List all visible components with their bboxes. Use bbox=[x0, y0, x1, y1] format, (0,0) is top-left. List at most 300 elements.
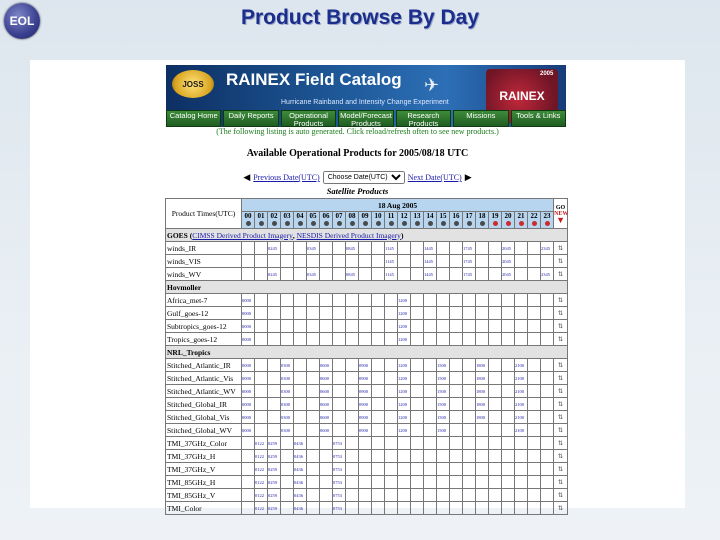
product-time-link[interactable]: 0259 bbox=[268, 437, 281, 450]
empty-cell bbox=[346, 320, 359, 333]
empty-cell bbox=[320, 476, 333, 489]
product-time-link[interactable]: 0600 bbox=[320, 359, 333, 372]
empty-cell bbox=[424, 320, 437, 333]
empty-cell bbox=[515, 242, 528, 255]
product-time-link[interactable]: 0000 bbox=[242, 372, 255, 385]
product-time-link[interactable]: 1445 bbox=[424, 255, 437, 268]
empty-cell bbox=[255, 385, 268, 398]
empty-cell bbox=[502, 333, 515, 346]
empty-cell bbox=[424, 333, 437, 346]
empty-cell bbox=[515, 333, 528, 346]
product-time-link[interactable]: 0122 bbox=[255, 463, 268, 476]
table-row bbox=[166, 411, 568, 424]
empty-cell bbox=[307, 372, 320, 385]
table-row bbox=[166, 320, 568, 333]
empty-cell bbox=[541, 294, 554, 307]
empty-cell bbox=[502, 411, 515, 424]
row-action-icon[interactable]: ⇅ bbox=[554, 372, 568, 385]
nav-tab-2[interactable]: Operational Products bbox=[281, 110, 336, 127]
product-time-link[interactable]: 0900 bbox=[359, 359, 372, 372]
empty-cell bbox=[281, 476, 294, 489]
next-date-link[interactable]: Next Date(UTC) bbox=[407, 173, 462, 182]
product-time-link[interactable]: 0600 bbox=[320, 424, 333, 437]
empty-cell bbox=[463, 489, 476, 502]
product-time-link[interactable]: 0436 bbox=[294, 437, 307, 450]
hour-header[interactable] bbox=[372, 212, 385, 229]
product-time-link[interactable]: 2100 bbox=[515, 359, 528, 372]
empty-cell bbox=[411, 333, 424, 346]
product-time-link[interactable]: 0122 bbox=[255, 437, 268, 450]
empty-cell bbox=[437, 268, 450, 281]
empty-cell bbox=[294, 359, 307, 372]
product-time-link[interactable]: 1500 bbox=[437, 398, 450, 411]
row-action-icon[interactable]: ⇅ bbox=[554, 424, 568, 437]
product-time-link[interactable]: 0259 bbox=[268, 489, 281, 502]
product-time-link[interactable]: 1800 bbox=[476, 359, 489, 372]
empty-cell bbox=[515, 307, 528, 320]
empty-cell bbox=[294, 398, 307, 411]
product-time-link[interactable]: 1200 bbox=[398, 411, 411, 424]
product-time-link[interactable]: 1200 bbox=[398, 385, 411, 398]
empty-cell bbox=[268, 307, 281, 320]
product-time-link[interactable]: 0600 bbox=[320, 411, 333, 424]
empty-cell bbox=[307, 424, 320, 437]
empty-cell bbox=[242, 437, 255, 450]
product-time-link[interactable]: 2100 bbox=[515, 372, 528, 385]
date-navigation bbox=[30, 171, 685, 184]
empty-cell bbox=[385, 385, 398, 398]
hour-header[interactable] bbox=[463, 212, 476, 229]
product-time-link[interactable]: 0259 bbox=[268, 502, 281, 515]
empty-cell bbox=[307, 333, 320, 346]
product-time-link[interactable]: 2100 bbox=[515, 411, 528, 424]
product-time-link[interactable]: 1200 bbox=[398, 307, 411, 320]
next-arrow-icon[interactable]: ▶ bbox=[464, 172, 472, 182]
product-time-link[interactable]: 0300 bbox=[281, 411, 294, 424]
row-action-icon[interactable]: ⇅ bbox=[554, 320, 568, 333]
product-time-link[interactable]: 0845 bbox=[346, 242, 359, 255]
empty-cell bbox=[385, 437, 398, 450]
product-time-link[interactable]: 1200 bbox=[398, 372, 411, 385]
empty-cell bbox=[242, 463, 255, 476]
hour-header[interactable] bbox=[398, 212, 411, 229]
product-time-link[interactable]: 1745 bbox=[463, 242, 476, 255]
status-dot-icon bbox=[350, 221, 355, 226]
table-row bbox=[166, 359, 568, 372]
product-time-link[interactable]: 1745 bbox=[463, 255, 476, 268]
product-time-link[interactable]: 1145 bbox=[385, 255, 398, 268]
hour-header[interactable] bbox=[476, 212, 489, 229]
empty-cell bbox=[268, 411, 281, 424]
product-time-link[interactable]: 1200 bbox=[398, 398, 411, 411]
hour-label: 15 bbox=[439, 212, 447, 220]
product-time-link[interactable]: 0300 bbox=[281, 385, 294, 398]
product-time-link[interactable]: 1500 bbox=[437, 424, 450, 437]
product-time-link[interactable]: 0259 bbox=[268, 450, 281, 463]
product-time-link[interactable]: 2345 bbox=[541, 268, 554, 281]
product-time-link[interactable]: 2100 bbox=[515, 398, 528, 411]
product-time-link[interactable]: 1500 bbox=[437, 372, 450, 385]
empty-cell bbox=[281, 307, 294, 320]
hour-header[interactable] bbox=[242, 212, 255, 229]
product-time-link[interactable]: 0000 bbox=[242, 359, 255, 372]
product-time-link[interactable]: 0000 bbox=[242, 411, 255, 424]
row-action-icon[interactable]: ⇅ bbox=[554, 463, 568, 476]
empty-cell bbox=[320, 463, 333, 476]
empty-cell bbox=[515, 489, 528, 502]
empty-cell bbox=[541, 489, 554, 502]
empty-cell bbox=[320, 242, 333, 255]
empty-cell bbox=[437, 502, 450, 515]
group-name: Hovmoller bbox=[167, 282, 202, 292]
product-time-link[interactable]: 0600 bbox=[320, 398, 333, 411]
empty-cell bbox=[476, 450, 489, 463]
hour-label: 20 bbox=[504, 212, 512, 220]
empty-cell bbox=[515, 255, 528, 268]
product-time-link[interactable]: 0600 bbox=[320, 385, 333, 398]
row-action-icon[interactable]: ⇅ bbox=[554, 268, 568, 281]
empty-cell bbox=[502, 385, 515, 398]
empty-cell bbox=[450, 242, 463, 255]
product-time-link[interactable]: 1145 bbox=[385, 268, 398, 281]
empty-cell bbox=[411, 372, 424, 385]
hour-header[interactable] bbox=[528, 212, 541, 229]
product-time-link[interactable]: 1745 bbox=[463, 268, 476, 281]
product-time-link[interactable]: 1800 bbox=[476, 385, 489, 398]
empty-cell bbox=[385, 320, 398, 333]
empty-cell bbox=[528, 385, 541, 398]
empty-cell bbox=[450, 476, 463, 489]
product-time-link[interactable]: 0345 bbox=[307, 242, 320, 255]
product-time-link[interactable]: 0753 bbox=[333, 476, 346, 489]
product-time-link[interactable]: 1200 bbox=[398, 320, 411, 333]
empty-cell bbox=[541, 424, 554, 437]
product-time-link[interactable]: 1200 bbox=[398, 359, 411, 372]
empty-cell bbox=[463, 424, 476, 437]
hour-label: 13 bbox=[413, 212, 421, 220]
product-time-link[interactable]: 0753 bbox=[333, 502, 346, 515]
row-action-icon[interactable]: ⇅ bbox=[554, 333, 568, 346]
group-link[interactable]: CIMSS Derived Product Imagery bbox=[192, 230, 293, 240]
group-label bbox=[166, 346, 568, 359]
product-name: Gulf_goes-12 bbox=[166, 307, 242, 320]
product-time-link[interactable]: 1145 bbox=[385, 242, 398, 255]
empty-cell bbox=[450, 385, 463, 398]
nav-tab-6[interactable]: Tools & Links bbox=[511, 110, 566, 127]
nav-tab-3[interactable]: Model/Forecast Products bbox=[340, 111, 392, 128]
table-row bbox=[166, 398, 568, 411]
empty-cell bbox=[333, 385, 346, 398]
product-time-link[interactable]: 0245 bbox=[268, 268, 281, 281]
empty-cell bbox=[346, 463, 359, 476]
product-time-link[interactable]: 0122 bbox=[255, 502, 268, 515]
row-action-icon[interactable]: ⇅ bbox=[554, 398, 568, 411]
product-time-link[interactable]: 0300 bbox=[281, 398, 294, 411]
empty-cell bbox=[255, 320, 268, 333]
table-row bbox=[166, 307, 568, 320]
table-row bbox=[166, 489, 568, 502]
product-time-link[interactable]: 0900 bbox=[359, 372, 372, 385]
empty-cell bbox=[372, 450, 385, 463]
hour-label: 14 bbox=[426, 212, 434, 220]
product-time-link[interactable]: 1500 bbox=[437, 359, 450, 372]
row-action-icon[interactable]: ⇅ bbox=[554, 359, 568, 372]
product-time-link[interactable]: 1800 bbox=[476, 372, 489, 385]
hour-label: 08 bbox=[348, 212, 356, 220]
product-time-link[interactable]: 0000 bbox=[242, 307, 255, 320]
product-time-link[interactable]: 0000 bbox=[242, 333, 255, 346]
row-action-icon[interactable]: ⇅ bbox=[554, 294, 568, 307]
product-time-link[interactable]: 0900 bbox=[359, 398, 372, 411]
empty-cell bbox=[476, 307, 489, 320]
empty-cell bbox=[333, 359, 346, 372]
empty-cell bbox=[476, 437, 489, 450]
row-action-icon[interactable]: ⇅ bbox=[554, 437, 568, 450]
product-time-link[interactable]: 1200 bbox=[398, 294, 411, 307]
empty-cell bbox=[411, 398, 424, 411]
row-action-icon[interactable]: ⇅ bbox=[554, 450, 568, 463]
empty-cell bbox=[450, 424, 463, 437]
empty-cell bbox=[333, 294, 346, 307]
status-dot-icon bbox=[428, 221, 433, 226]
joss-logo: JOSS bbox=[172, 70, 214, 98]
hour-header[interactable] bbox=[268, 212, 281, 229]
empty-cell bbox=[333, 411, 346, 424]
product-time-link[interactable]: 2045 bbox=[502, 255, 515, 268]
hour-header[interactable] bbox=[346, 212, 359, 229]
row-action-icon[interactable]: ⇅ bbox=[554, 476, 568, 489]
product-name: TMI_37GHz_Color bbox=[166, 437, 242, 450]
product-name: Stitched_Global_IR bbox=[166, 398, 242, 411]
row-action-icon[interactable]: ⇅ bbox=[554, 411, 568, 424]
hour-header[interactable] bbox=[294, 212, 307, 229]
product-time-link[interactable]: 0345 bbox=[307, 268, 320, 281]
hour-header[interactable] bbox=[281, 212, 294, 229]
product-time-link[interactable]: 0000 bbox=[242, 385, 255, 398]
empty-cell bbox=[307, 437, 320, 450]
product-name: Stitched_Atlantic_WV bbox=[166, 385, 242, 398]
hour-header[interactable] bbox=[515, 212, 528, 229]
product-time-link[interactable]: 0436 bbox=[294, 450, 307, 463]
group-name: NRL_Tropics bbox=[167, 347, 211, 357]
hour-header[interactable] bbox=[307, 212, 320, 229]
empty-cell bbox=[489, 437, 502, 450]
product-time-link[interactable]: 0000 bbox=[242, 320, 255, 333]
empty-cell bbox=[333, 307, 346, 320]
empty-cell bbox=[372, 424, 385, 437]
product-time-link[interactable]: 0845 bbox=[346, 268, 359, 281]
empty-cell bbox=[385, 307, 398, 320]
hour-header[interactable] bbox=[502, 212, 515, 229]
empty-cell bbox=[411, 411, 424, 424]
hour-header[interactable] bbox=[411, 212, 424, 229]
status-dot-icon bbox=[285, 221, 290, 226]
product-time-link[interactable]: 0259 bbox=[268, 463, 281, 476]
nav-tab-5[interactable]: Missions bbox=[453, 110, 508, 127]
previous-date-link[interactable]: Previous Date(UTC) bbox=[253, 173, 320, 182]
empty-cell bbox=[346, 372, 359, 385]
product-time-link[interactable]: 2100 bbox=[515, 385, 528, 398]
empty-cell bbox=[385, 424, 398, 437]
go-new-button[interactable] bbox=[554, 199, 568, 229]
hour-header[interactable] bbox=[320, 212, 333, 229]
empty-cell bbox=[463, 450, 476, 463]
product-time-link[interactable]: 0122 bbox=[255, 489, 268, 502]
choose-date-select[interactable] bbox=[323, 171, 405, 184]
empty-cell bbox=[411, 294, 424, 307]
nav-tab-4[interactable]: Research Products bbox=[396, 110, 451, 127]
product-time-link[interactable]: 0436 bbox=[294, 463, 307, 476]
product-name: winds_VIS bbox=[166, 255, 242, 268]
empty-cell bbox=[541, 502, 554, 515]
row-action-icon[interactable]: ⇅ bbox=[554, 307, 568, 320]
empty-cell bbox=[528, 489, 541, 502]
empty-cell bbox=[294, 411, 307, 424]
empty-cell bbox=[463, 385, 476, 398]
product-time-link[interactable]: 0300 bbox=[281, 372, 294, 385]
nav-tab-0[interactable]: Catalog Home bbox=[166, 110, 221, 127]
product-time-link[interactable]: 0900 bbox=[359, 424, 372, 437]
empty-cell bbox=[411, 489, 424, 502]
empty-cell bbox=[411, 476, 424, 489]
status-dot-icon bbox=[324, 221, 329, 226]
nav-tab-1[interactable]: Daily Reports bbox=[223, 110, 278, 127]
product-time-link[interactable]: 0245 bbox=[268, 242, 281, 255]
row-action-icon[interactable]: ⇅ bbox=[554, 502, 568, 515]
product-time-link[interactable]: 0436 bbox=[294, 489, 307, 502]
empty-cell bbox=[359, 489, 372, 502]
product-time-link[interactable]: 0753 bbox=[333, 489, 346, 502]
hour-label: 21 bbox=[517, 212, 525, 220]
product-time-link[interactable]: 1800 bbox=[476, 411, 489, 424]
product-time-link[interactable]: 1445 bbox=[424, 268, 437, 281]
empty-cell bbox=[437, 320, 450, 333]
empty-cell bbox=[476, 424, 489, 437]
hour-header[interactable] bbox=[385, 212, 398, 229]
empty-cell bbox=[346, 502, 359, 515]
product-time-link[interactable]: 0436 bbox=[294, 502, 307, 515]
empty-cell bbox=[385, 463, 398, 476]
hour-header[interactable] bbox=[359, 212, 372, 229]
hour-header[interactable] bbox=[450, 212, 463, 229]
product-time-link[interactable]: 1200 bbox=[398, 333, 411, 346]
product-time-link[interactable]: 0300 bbox=[281, 359, 294, 372]
empty-cell bbox=[398, 437, 411, 450]
empty-cell bbox=[255, 333, 268, 346]
empty-cell bbox=[333, 255, 346, 268]
empty-cell bbox=[307, 502, 320, 515]
product-time-link[interactable]: 2045 bbox=[502, 242, 515, 255]
empty-cell bbox=[463, 437, 476, 450]
empty-cell bbox=[541, 372, 554, 385]
product-time-link[interactable]: 1500 bbox=[437, 385, 450, 398]
empty-cell bbox=[372, 320, 385, 333]
row-action-icon[interactable]: ⇅ bbox=[554, 385, 568, 398]
product-time-link[interactable]: 0122 bbox=[255, 450, 268, 463]
empty-cell bbox=[346, 437, 359, 450]
empty-cell bbox=[411, 307, 424, 320]
empty-cell bbox=[450, 463, 463, 476]
product-time-link[interactable]: 1445 bbox=[424, 242, 437, 255]
auto-generated-notice: (The following listing is auto generated. Click reload/refresh often to see new products.) bbox=[216, 127, 499, 136]
group-link[interactable]: NESDIS Derived Product Imagery bbox=[296, 230, 401, 240]
hour-header[interactable] bbox=[437, 212, 450, 229]
empty-cell bbox=[502, 372, 515, 385]
empty-cell bbox=[489, 242, 502, 255]
product-time-link[interactable]: 0122 bbox=[255, 476, 268, 489]
empty-cell bbox=[528, 294, 541, 307]
hour-header[interactable] bbox=[541, 212, 554, 229]
status-dot-icon bbox=[376, 221, 381, 226]
product-time-link[interactable]: 0300 bbox=[281, 424, 294, 437]
previous-arrow-icon[interactable]: ◀ bbox=[243, 172, 251, 182]
empty-cell bbox=[242, 268, 255, 281]
product-time-link[interactable]: 0900 bbox=[359, 411, 372, 424]
empty-cell bbox=[411, 268, 424, 281]
empty-cell bbox=[489, 424, 502, 437]
empty-cell bbox=[359, 437, 372, 450]
product-time-link[interactable]: 0259 bbox=[268, 476, 281, 489]
product-time-link[interactable]: 2100 bbox=[515, 424, 528, 437]
product-time-link[interactable]: 0753 bbox=[333, 463, 346, 476]
hour-label: 18 bbox=[478, 212, 486, 220]
hour-header[interactable] bbox=[255, 212, 268, 229]
product-time-link[interactable]: 0600 bbox=[320, 372, 333, 385]
product-time-link[interactable]: 2045 bbox=[502, 268, 515, 281]
banner-subtitle: Hurricane Rainband and Intensity Change Experiment bbox=[281, 99, 449, 106]
product-time-link[interactable]: 0900 bbox=[359, 385, 372, 398]
group-label: GOES (CIMSS Derived Product Imagery, NESDIS Derived Product Imagery) bbox=[166, 229, 568, 242]
empty-cell bbox=[450, 294, 463, 307]
empty-cell bbox=[255, 255, 268, 268]
row-action-icon[interactable]: ⇅ bbox=[554, 242, 568, 255]
empty-cell bbox=[528, 255, 541, 268]
product-time-link[interactable]: 2345 bbox=[541, 242, 554, 255]
hour-header[interactable] bbox=[489, 212, 502, 229]
product-time-link[interactable]: 0753 bbox=[333, 450, 346, 463]
row-action-icon[interactable]: ⇅ bbox=[554, 255, 568, 268]
hour-label: 19 bbox=[491, 212, 499, 220]
empty-cell bbox=[398, 268, 411, 281]
empty-cell bbox=[424, 450, 437, 463]
product-time-link[interactable]: 0000 bbox=[242, 424, 255, 437]
row-action-icon[interactable]: ⇅ bbox=[554, 489, 568, 502]
product-time-link[interactable]: 0000 bbox=[242, 398, 255, 411]
empty-cell bbox=[489, 489, 502, 502]
product-name: TMI_85GHz_V bbox=[166, 489, 242, 502]
product-time-link[interactable]: 1500 bbox=[437, 411, 450, 424]
product-time-link[interactable]: 0753 bbox=[333, 437, 346, 450]
hour-header[interactable] bbox=[333, 212, 346, 229]
empty-cell bbox=[528, 437, 541, 450]
product-time-link[interactable]: 1800 bbox=[476, 398, 489, 411]
status-dot-icon bbox=[298, 221, 303, 226]
empty-cell bbox=[281, 242, 294, 255]
product-time-link[interactable]: 1200 bbox=[398, 424, 411, 437]
empty-cell bbox=[541, 476, 554, 489]
table-row bbox=[166, 502, 568, 515]
product-time-link[interactable]: 0436 bbox=[294, 476, 307, 489]
empty-cell bbox=[268, 359, 281, 372]
hour-header[interactable] bbox=[424, 212, 437, 229]
product-name: winds_IR bbox=[166, 242, 242, 255]
product-time-link[interactable]: 0000 bbox=[242, 294, 255, 307]
empty-cell bbox=[463, 307, 476, 320]
empty-cell bbox=[333, 320, 346, 333]
hour-label: 04 bbox=[296, 212, 304, 220]
empty-cell bbox=[372, 359, 385, 372]
status-dot-icon bbox=[259, 221, 264, 226]
